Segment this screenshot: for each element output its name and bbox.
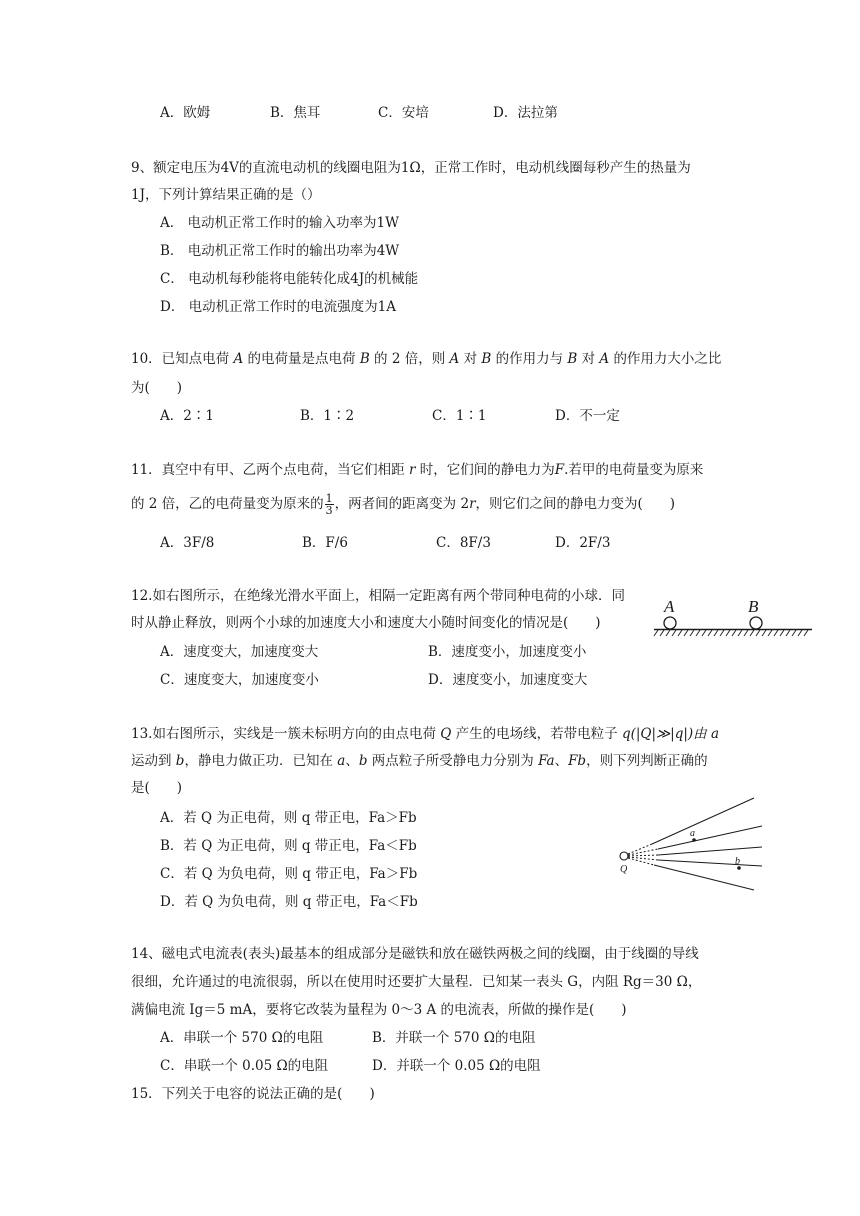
q14-stem-line1: 14、磁电式电流表(表头)最基本的组成部分是磁铁和放在磁铁两极之间的线圈，由于线圈的导线 — [131, 946, 699, 962]
q13-option-c: C．若 Q 为负电荷，则 q 带正电，Fa＞Fb — [160, 866, 418, 882]
field-lines-dashed — [628, 844, 658, 865]
q8-option-a: A．欧姆 — [160, 105, 211, 121]
q10-option-c: C．1∶1 — [432, 408, 487, 424]
q12-label-a: A — [664, 597, 675, 616]
q11-stem-line2: 的 2 倍，乙的电荷量变为原来的 $\frac{1}{3}$ ，两者间的距离变为 2r，则它们之间的静电力变为( ) — [131, 492, 676, 517]
q12-option-a: A．速度变大，加速度变大 — [160, 644, 319, 660]
label-b: b — [735, 856, 740, 867]
q12-option-b: B．速度变小，加速度变小 — [428, 644, 587, 660]
q9-option-c: C． 电动机每秒能将电能转化成4J的机械能 — [160, 271, 419, 287]
q12-figure — [650, 594, 820, 642]
q10-option-b: B．1∶2 — [300, 408, 355, 424]
q9-option-a: A． 电动机正常工作时的输入功率为1W — [160, 215, 400, 231]
q13-stem-line1: 13.如右图所示，实线是一簇未标明方向的由点电荷 Q 产生的电场线，若带电粒子 q(|Q|≫|q|)由 a — [131, 726, 720, 742]
q15-stem: 15．下列关于电容的说法正确的是( ) — [131, 1086, 375, 1102]
label-a: a — [690, 828, 695, 839]
q10-stem-line1: 10．已知点电荷 A 的电荷量是点电荷 B 的 2 倍，则 A 对 B 的作用力与 B 对 A 的作用力大小之比 — [131, 351, 722, 367]
q10-option-d: D．不一定 — [555, 408, 620, 424]
q13-option-a: A．若 Q 为正电荷，则 q 带正电，Fa＞Fb — [160, 810, 417, 826]
q11-option-a: A．3F/8 — [160, 535, 215, 551]
one-third-fraction: $\frac{1}{3}$ — [325, 492, 333, 517]
field-lines — [652, 798, 762, 890]
q12-label-b: B — [748, 597, 759, 616]
q13-option-d: D．若 Q 为负电荷，则 q 带正电，Fa＜Fb — [160, 894, 418, 910]
q14-option-b: B．并联一个 570 Ω的电阻 — [372, 1030, 536, 1046]
q12-option-d: D．速度变小，加速度变大 — [428, 672, 588, 688]
q11-option-d: D．2F/3 — [555, 535, 611, 551]
q12-stem-line1: 12.如右图所示，在绝缘光滑水平面上，相隔一定距离有两个带同种电荷的小球．同 — [131, 588, 625, 604]
q13-stem-line3: 是( ) — [131, 780, 183, 796]
q9-option-d: D． 电动机正常工作时的电流强度为1A — [160, 299, 396, 315]
q14-option-c: C．串联一个 0.05 Ω的电阻 — [160, 1058, 329, 1074]
ball-b — [750, 617, 762, 629]
q14-option-a: A．串联一个 570 Ω的电阻 — [160, 1030, 324, 1046]
q14-stem-line3: 满偏电流 Ig＝5 mA，要将它改装为量程为 0～3 A 的电流表，所做的操作是( ) — [131, 1002, 627, 1018]
q10-option-a: A．2∶1 — [160, 408, 214, 424]
q11-stem-line1: 11．真空中有甲、乙两个点电荷，当它们相距 r 时，它们间的静电力为F.若甲的电荷量变为原来 — [131, 462, 704, 478]
q9-option-b: B． 电动机正常工作时的输出功率为4W — [160, 243, 400, 259]
q11-option-b: B．F/6 — [302, 535, 348, 551]
q11-option-c: C．8F/3 — [436, 535, 491, 551]
charge-q-circle — [620, 852, 628, 860]
q13-option-b: B．若 Q 为正电荷，则 q 带正电，Fa＜Fb — [160, 838, 417, 854]
q12-stem-line2: 时从静止释放，则两个小球的加速度大小和速度大小随时间变化的情况是( ) — [131, 615, 601, 631]
q8-option-c: C．安培 — [378, 105, 429, 121]
q14-stem-line2: 很细，允许通过的电流很弱，所以在使用时还要扩大量程．已知某一表头 G，内阻 Rg＝30 Ω， — [131, 974, 702, 990]
ball-a — [664, 617, 676, 629]
ground-hatching — [654, 630, 808, 636]
q9-stem-line2: 1J，下列计算结果正确的是（） — [131, 187, 321, 203]
q9-stem-line1: 9、额定电压为4V的直流电动机的线圈电阻为1Ω，正常工作时，电动机线圈每秒产生的热量为 — [131, 160, 691, 176]
q8-option-b: B．焦耳 — [270, 105, 321, 121]
label-q: Q — [620, 864, 628, 875]
q14-option-d: D．并联一个 0.05 Ω的电阻 — [372, 1058, 541, 1074]
q10-stem-line2: 为( ) — [131, 380, 183, 396]
q13-field-figure — [612, 792, 772, 892]
q13-stem-line2: 运动到 b，静电力做正功．已知在 a、b 两点粒子所受静电力分别为 Fa、Fb，则下列判断正确的 — [131, 753, 708, 769]
q12-option-c: C．速度变大，加速度变小 — [160, 672, 319, 688]
q8-option-d: D．法拉第 — [493, 105, 558, 121]
